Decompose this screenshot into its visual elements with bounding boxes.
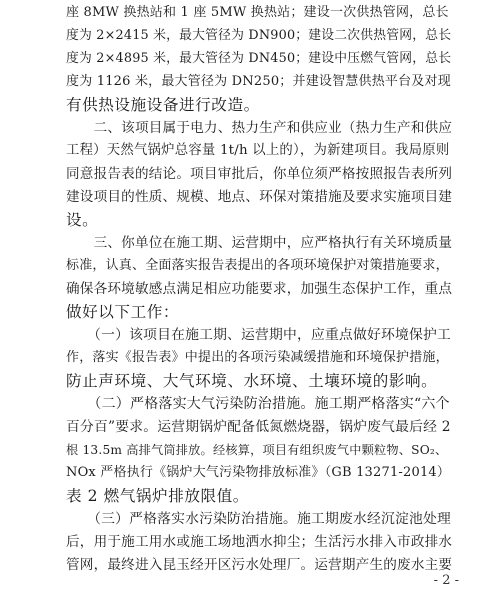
- text-line: 度为 2×4895 米，最大管径为 DN450；建设中压燃气管网，总长: [66, 51, 452, 66]
- text-line: 管网，最终进入昆玉经开区污水处理厂。运营期产生的废水主要: [66, 557, 453, 573]
- text-line: 二、该项目属于电力、热力生产和供应业（热力生产和供应: [66, 120, 453, 136]
- text-line: 确保各环境敏感点满足相应功能要求，加强生态保护工作，重点: [66, 281, 453, 297]
- text-line: 百分百”要求。运营期锅炉配备低氮燃烧器，锅炉废气最后经 2: [66, 419, 451, 435]
- text-line: 度为 2×2415 米，最大管径为 DN900；建设二次供热管网，总长: [66, 28, 452, 43]
- text-line: 建设项目的性质、规模、地点、环保对策措施及要求实施项目建: [66, 189, 453, 205]
- text-line: （三）严格落实水污染防治措施。施工期废水经沉淀池处理: [66, 511, 452, 527]
- text-line: 后，用于施工用水或施工场地洒水抑尘；生活污水排入市政排水: [66, 534, 453, 550]
- text-line: 表 2 燃气锅炉排放限值。: [66, 487, 249, 505]
- text-line: 根 13.5m 高排气筒排放。经核算，项目有组织废气中颗粒物、SO₂、: [66, 443, 448, 457]
- text-line: 三、你单位在施工期、运营期中，应严格执行有关环境质量: [66, 235, 453, 251]
- page-number: - 2 -: [433, 573, 459, 588]
- text-line: 度为 1126 米，最大管径为 DN250；并建设智慧供热平台及对现: [66, 74, 451, 89]
- text-line: 做好以下工作：: [66, 303, 180, 321]
- text-line: （二）严格落实大气污染防治措施。施工期严格落实“六个: [66, 396, 450, 412]
- text-line: 有供热设施设备进行改造。: [66, 96, 260, 114]
- text-line: NOx 严格执行《锅炉大气污染物排放标准》（GB 13271-2014）: [66, 465, 451, 480]
- text-line: 工程）天然气锅炉总容量 1t/h 以上的），为新建项目。我局原则: [66, 143, 450, 158]
- text-line: （一）该项目在施工期、运营期中，应重点做好环境保护工: [66, 327, 452, 343]
- text-line: 作，落实《报告表》中提出的各项污染减缓措施和环境保护措施，: [66, 350, 449, 365]
- text-line: 防止声环境、大气环境、水环境、土壤环境的影响。: [66, 372, 438, 390]
- text-line: 标准，认真、全面落实报告表提出的各项环境保护对策措施要求，: [66, 258, 449, 273]
- text-line: 同意报告表的结论。项目审批后，你单位须严格按照报告表所列: [66, 166, 453, 182]
- text-line: 设。: [66, 211, 99, 229]
- text-line: 座 8MW 换热站和 1 座 5MW 换热站；建设一次供热管网，总长: [66, 5, 449, 20]
